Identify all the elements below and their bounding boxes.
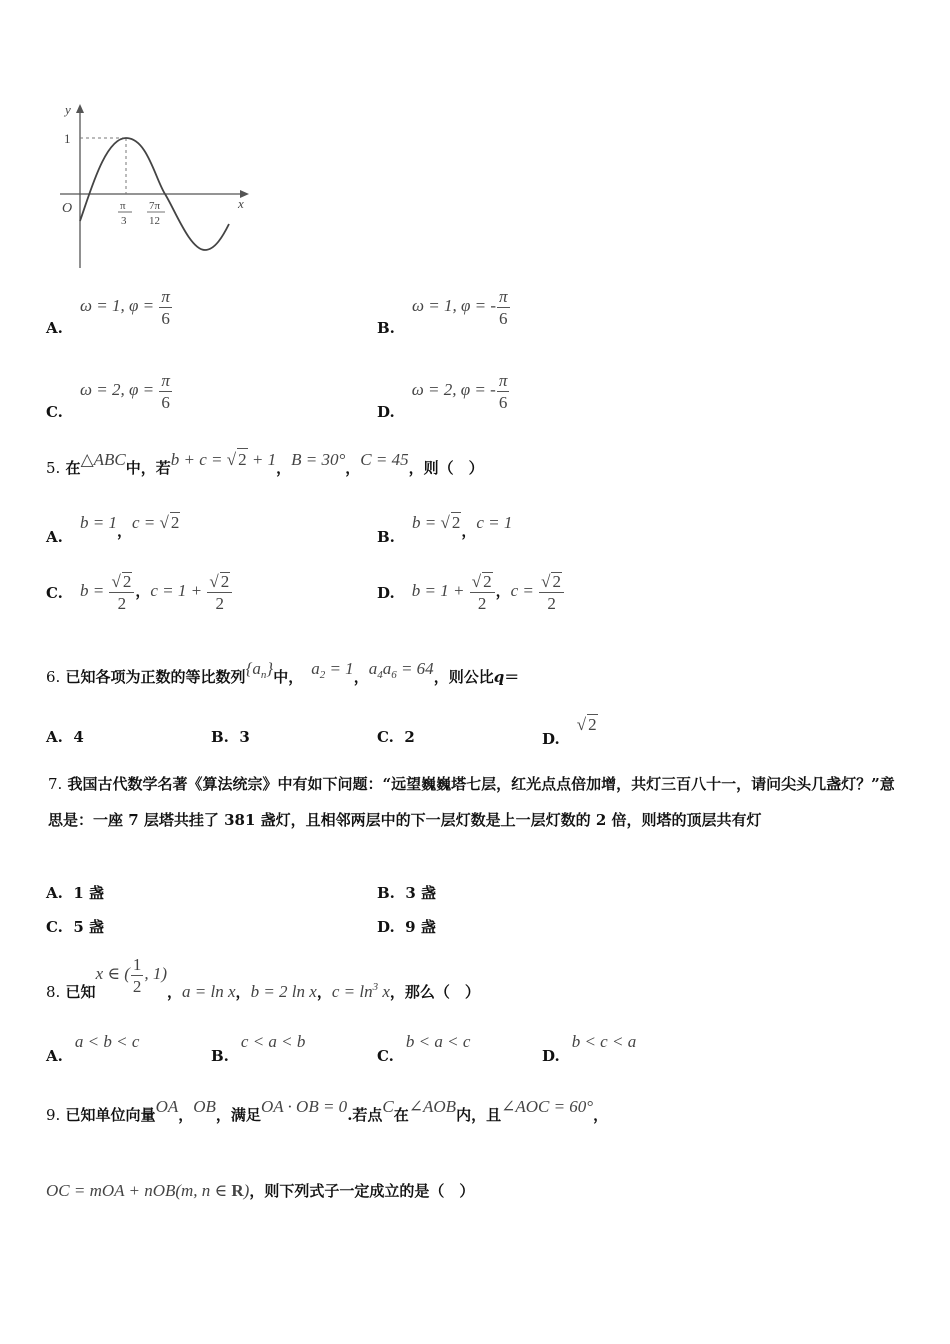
frac-num: π <box>161 287 170 306</box>
option-value: b < a < c <box>405 1032 471 1051</box>
option-label: B. <box>211 1047 229 1065</box>
option-label: B. <box>211 728 229 746</box>
q7-text: 我国古代数学名著《算法统宗》中有如下问题：“远望巍巍塔七层，红光点点倍加增，共灯三百八十一，请问尖头几盏灯？”意思是：一座 7 层塔共挂了 381 盏灯，且相邻两层中的下一层灯数是上一层灯数的 2 倍，则塔的顶层共有灯 <box>48 775 895 829</box>
option-label: A. <box>46 728 63 746</box>
term: a <box>382 659 392 678</box>
y-tick-label: 1 <box>64 131 71 146</box>
option-label: C. <box>377 728 394 746</box>
comma: ， <box>316 983 332 1002</box>
option-label: C. <box>46 918 63 936</box>
option-label: D. <box>542 730 560 748</box>
frac-num: π <box>161 371 170 390</box>
x-axis-label: x <box>238 196 244 211</box>
comma: ， <box>116 522 132 540</box>
subscript: 4 <box>377 669 383 681</box>
q9-text-5: 内，且 <box>456 1106 502 1124</box>
sqrt-value: 2 <box>552 572 561 591</box>
option-label: A. <box>46 528 63 546</box>
q9-text-6: ， <box>593 1106 609 1124</box>
q5-text-1: 在 <box>65 459 81 477</box>
q5-stem: 5. 在△ABC中，若b + c = √ 2 + 1，B = 30°，C = 45，则（ ） <box>46 450 484 477</box>
comma: ， <box>461 522 477 540</box>
q5-option-b[interactable]: B. b = √ 2，c = 1 <box>377 513 513 546</box>
q7-option-a[interactable] <box>46 882 104 903</box>
fraction: $\frac{√ 2}{2}$ <box>109 572 134 612</box>
q8-option-d[interactable] <box>542 1032 637 1065</box>
option-expr: ω = 2, φ = <box>80 380 159 400</box>
term-value: = 64 <box>396 659 434 678</box>
vector-oc-expr: OC = mOA + nOB(m, n ∈ <box>46 1181 232 1200</box>
option-label: D. <box>377 918 395 936</box>
fraction: $\frac{√ 2}{2}$ <box>539 572 564 612</box>
option-value: c < a < b <box>240 1032 306 1051</box>
sequence-end: } <box>266 659 274 678</box>
option-label: D. <box>542 1047 560 1065</box>
frac-den: 6 <box>161 393 170 412</box>
q4-option-a[interactable] <box>46 287 173 338</box>
option-b-value: b = 1 + <box>411 580 469 600</box>
q6-option-c[interactable] <box>377 728 415 746</box>
def-c-var: x <box>378 982 390 1002</box>
frac-num: 1 <box>132 955 142 974</box>
option-label: B. <box>377 528 395 546</box>
option-value: b < c < a <box>571 1032 637 1051</box>
q8-option-c[interactable] <box>377 1032 471 1065</box>
comma: ， <box>135 581 151 600</box>
q5-option-a[interactable]: A. b = 1，c = √ 2 <box>46 513 180 546</box>
triangle-abc: △ABC <box>80 450 126 469</box>
option-c-value: c = <box>510 580 539 600</box>
cond-b-angle: B = 30° <box>291 450 346 469</box>
origin-label: O <box>62 201 73 216</box>
tick1-num: π <box>120 200 126 212</box>
vector-oa: OA <box>155 1097 179 1116</box>
option-value: 9 盏 <box>405 918 436 936</box>
question-number: 5. <box>46 459 61 477</box>
sequence: {a <box>245 659 261 678</box>
q8-text-2: ，那么（ ） <box>389 983 480 1002</box>
sine-graph <box>55 98 255 273</box>
sqrt-value: 2 <box>238 450 247 469</box>
cond-c-angle: C = 45 <box>360 450 409 469</box>
q8-text-1: 已知 <box>65 983 96 1002</box>
question-number: 6. <box>46 668 61 686</box>
q6-option-d[interactable]: D. √ 2 <box>542 715 597 748</box>
sqrt-value: 2 <box>122 572 132 591</box>
option-c-value: c = 1 <box>476 513 513 532</box>
comma: ， <box>276 459 292 477</box>
sqrt-value: 2 <box>170 513 180 532</box>
y-axis-arrow <box>76 104 84 113</box>
tick2-den: 12 <box>149 215 160 227</box>
frac-den: 2 <box>132 977 142 996</box>
option-label: A. <box>46 319 63 338</box>
def-c: c = ln <box>331 982 373 1002</box>
y-axis-label: y <box>65 102 71 117</box>
expr-end: ) <box>243 1181 250 1200</box>
option-value: 3 <box>239 728 250 746</box>
option-label: B. <box>377 319 395 338</box>
sqrt-value: 2 <box>220 572 230 591</box>
option-value: 3 盏 <box>405 884 437 902</box>
q8-stem <box>46 955 480 1002</box>
option-value: 5 盏 <box>73 918 105 936</box>
question-number: 8. <box>46 983 61 1002</box>
fraction <box>159 372 172 411</box>
fraction: $\frac{√ 2}{2}$ <box>207 572 232 612</box>
subscript: 2 <box>319 669 326 681</box>
q4-option-d[interactable] <box>377 371 510 422</box>
option-expr: ω = 1, φ = - <box>412 296 497 316</box>
q5-option-d[interactable] <box>377 572 565 612</box>
option-b-value: b = 1 <box>79 513 117 532</box>
option-value: 4 <box>73 728 84 746</box>
q6-text-1: 已知各项为正数的等比数列 <box>65 668 246 686</box>
q9-text-7: ，则下列式子一定成立的是（ ） <box>249 1182 475 1200</box>
q8-option-a[interactable] <box>46 1032 140 1065</box>
option-c-value: c = <box>131 513 160 532</box>
frac-den: 6 <box>498 393 508 412</box>
cond1b: + 1 <box>247 450 277 469</box>
q9-text-2: ，满足 <box>215 1106 261 1124</box>
option-value: 1 盏 <box>73 884 104 902</box>
fraction <box>159 288 172 327</box>
frac-den: 6 <box>161 309 170 328</box>
comma: ， <box>235 983 251 1002</box>
angle-aoc: ∠AOC = 60° <box>501 1097 594 1116</box>
interval-start: x ∈ ( <box>95 964 130 984</box>
comma: ， <box>167 983 183 1002</box>
option-expr: ω = 2, φ = - <box>411 380 496 400</box>
option-label: C. <box>46 583 63 602</box>
q9-text-4: 在 <box>393 1106 409 1124</box>
question-number: 7. <box>48 775 63 793</box>
def-b: b = 2 ln x <box>250 982 317 1002</box>
fraction <box>497 372 510 411</box>
interval-end: , 1) <box>144 964 168 984</box>
option-value: 2 <box>404 728 415 746</box>
equals: ＝ <box>504 668 520 686</box>
q5-text-2: 中，若 <box>125 459 171 477</box>
q7-option-c[interactable] <box>46 916 104 937</box>
q9-text-3: .若点 <box>347 1106 383 1124</box>
option-expr: ω = 1, φ = <box>79 296 159 316</box>
ratio-q: q <box>493 668 505 686</box>
option-value: a < b < c <box>74 1032 140 1051</box>
q6-option-a[interactable] <box>46 728 84 746</box>
tick1-den: 3 <box>121 215 127 227</box>
comma: ， <box>495 581 511 600</box>
q7-option-b[interactable] <box>377 882 436 903</box>
q9-stem-line1 <box>46 1097 609 1126</box>
fraction <box>131 956 144 995</box>
fraction <box>497 288 510 327</box>
q6-text-3: ，则公比 <box>433 668 494 686</box>
option-label: D. <box>377 403 395 422</box>
vector-ob: OB <box>193 1097 216 1116</box>
q9-text-1: 已知单位向量 <box>65 1106 156 1124</box>
frac-den: 6 <box>499 309 508 328</box>
comma: ， <box>353 668 369 686</box>
q5-option-c[interactable] <box>46 572 233 612</box>
reals-symbol: R <box>231 1181 244 1200</box>
q6-option-b[interactable] <box>211 728 250 746</box>
fraction: $\frac{√ 2}{2}$ <box>470 572 495 612</box>
frac-den: 2 <box>117 594 127 613</box>
frac-den: 2 <box>547 594 556 613</box>
q7-stem <box>48 766 908 838</box>
subscript: 6 <box>391 669 397 681</box>
comma: ， <box>178 1106 194 1124</box>
cond1a: b + c = <box>170 450 227 469</box>
q9-stem-line2 <box>46 1180 474 1202</box>
point-c: C <box>382 1097 394 1116</box>
frac-num: π <box>498 371 508 390</box>
q6-text-2: 中， <box>273 668 304 686</box>
q8-option-b[interactable] <box>211 1032 306 1065</box>
frac-den: 2 <box>477 594 487 613</box>
superscript: 3 <box>372 981 379 994</box>
sqrt-value: 2 <box>588 715 597 734</box>
option-label: B. <box>377 884 395 902</box>
q4-option-c[interactable] <box>46 371 173 422</box>
option-label: C. <box>46 403 63 422</box>
q6-stem <box>46 659 520 694</box>
option-label: A. <box>46 884 63 902</box>
question-number: 9. <box>46 1106 61 1124</box>
option-b-value: b = <box>412 513 441 532</box>
term-value: = 1 <box>325 659 354 678</box>
dot-product: OA · OB = 0 <box>260 1097 348 1116</box>
option-c-value: c = 1 + <box>150 580 207 600</box>
comma: ， <box>345 459 361 477</box>
sqrt-value: 2 <box>451 513 461 532</box>
q7-option-d[interactable] <box>377 916 436 937</box>
option-label: D. <box>377 583 395 602</box>
tick2-num: 7π <box>149 200 161 212</box>
subscript: n <box>260 669 267 681</box>
option-b-value: b = <box>80 580 109 600</box>
frac-den: 2 <box>215 594 225 613</box>
angle-aob: ∠AOB <box>408 1097 457 1116</box>
option-label: C. <box>377 1047 394 1065</box>
sqrt-value: 2 <box>483 572 492 591</box>
term: a <box>368 659 378 678</box>
option-label: A. <box>46 1047 63 1065</box>
frac-num: π <box>499 287 508 306</box>
q4-option-b[interactable] <box>377 287 511 338</box>
def-a: a = ln x <box>182 982 236 1002</box>
term: a <box>311 659 320 678</box>
q5-text-3: ，则（ ） <box>408 459 484 477</box>
